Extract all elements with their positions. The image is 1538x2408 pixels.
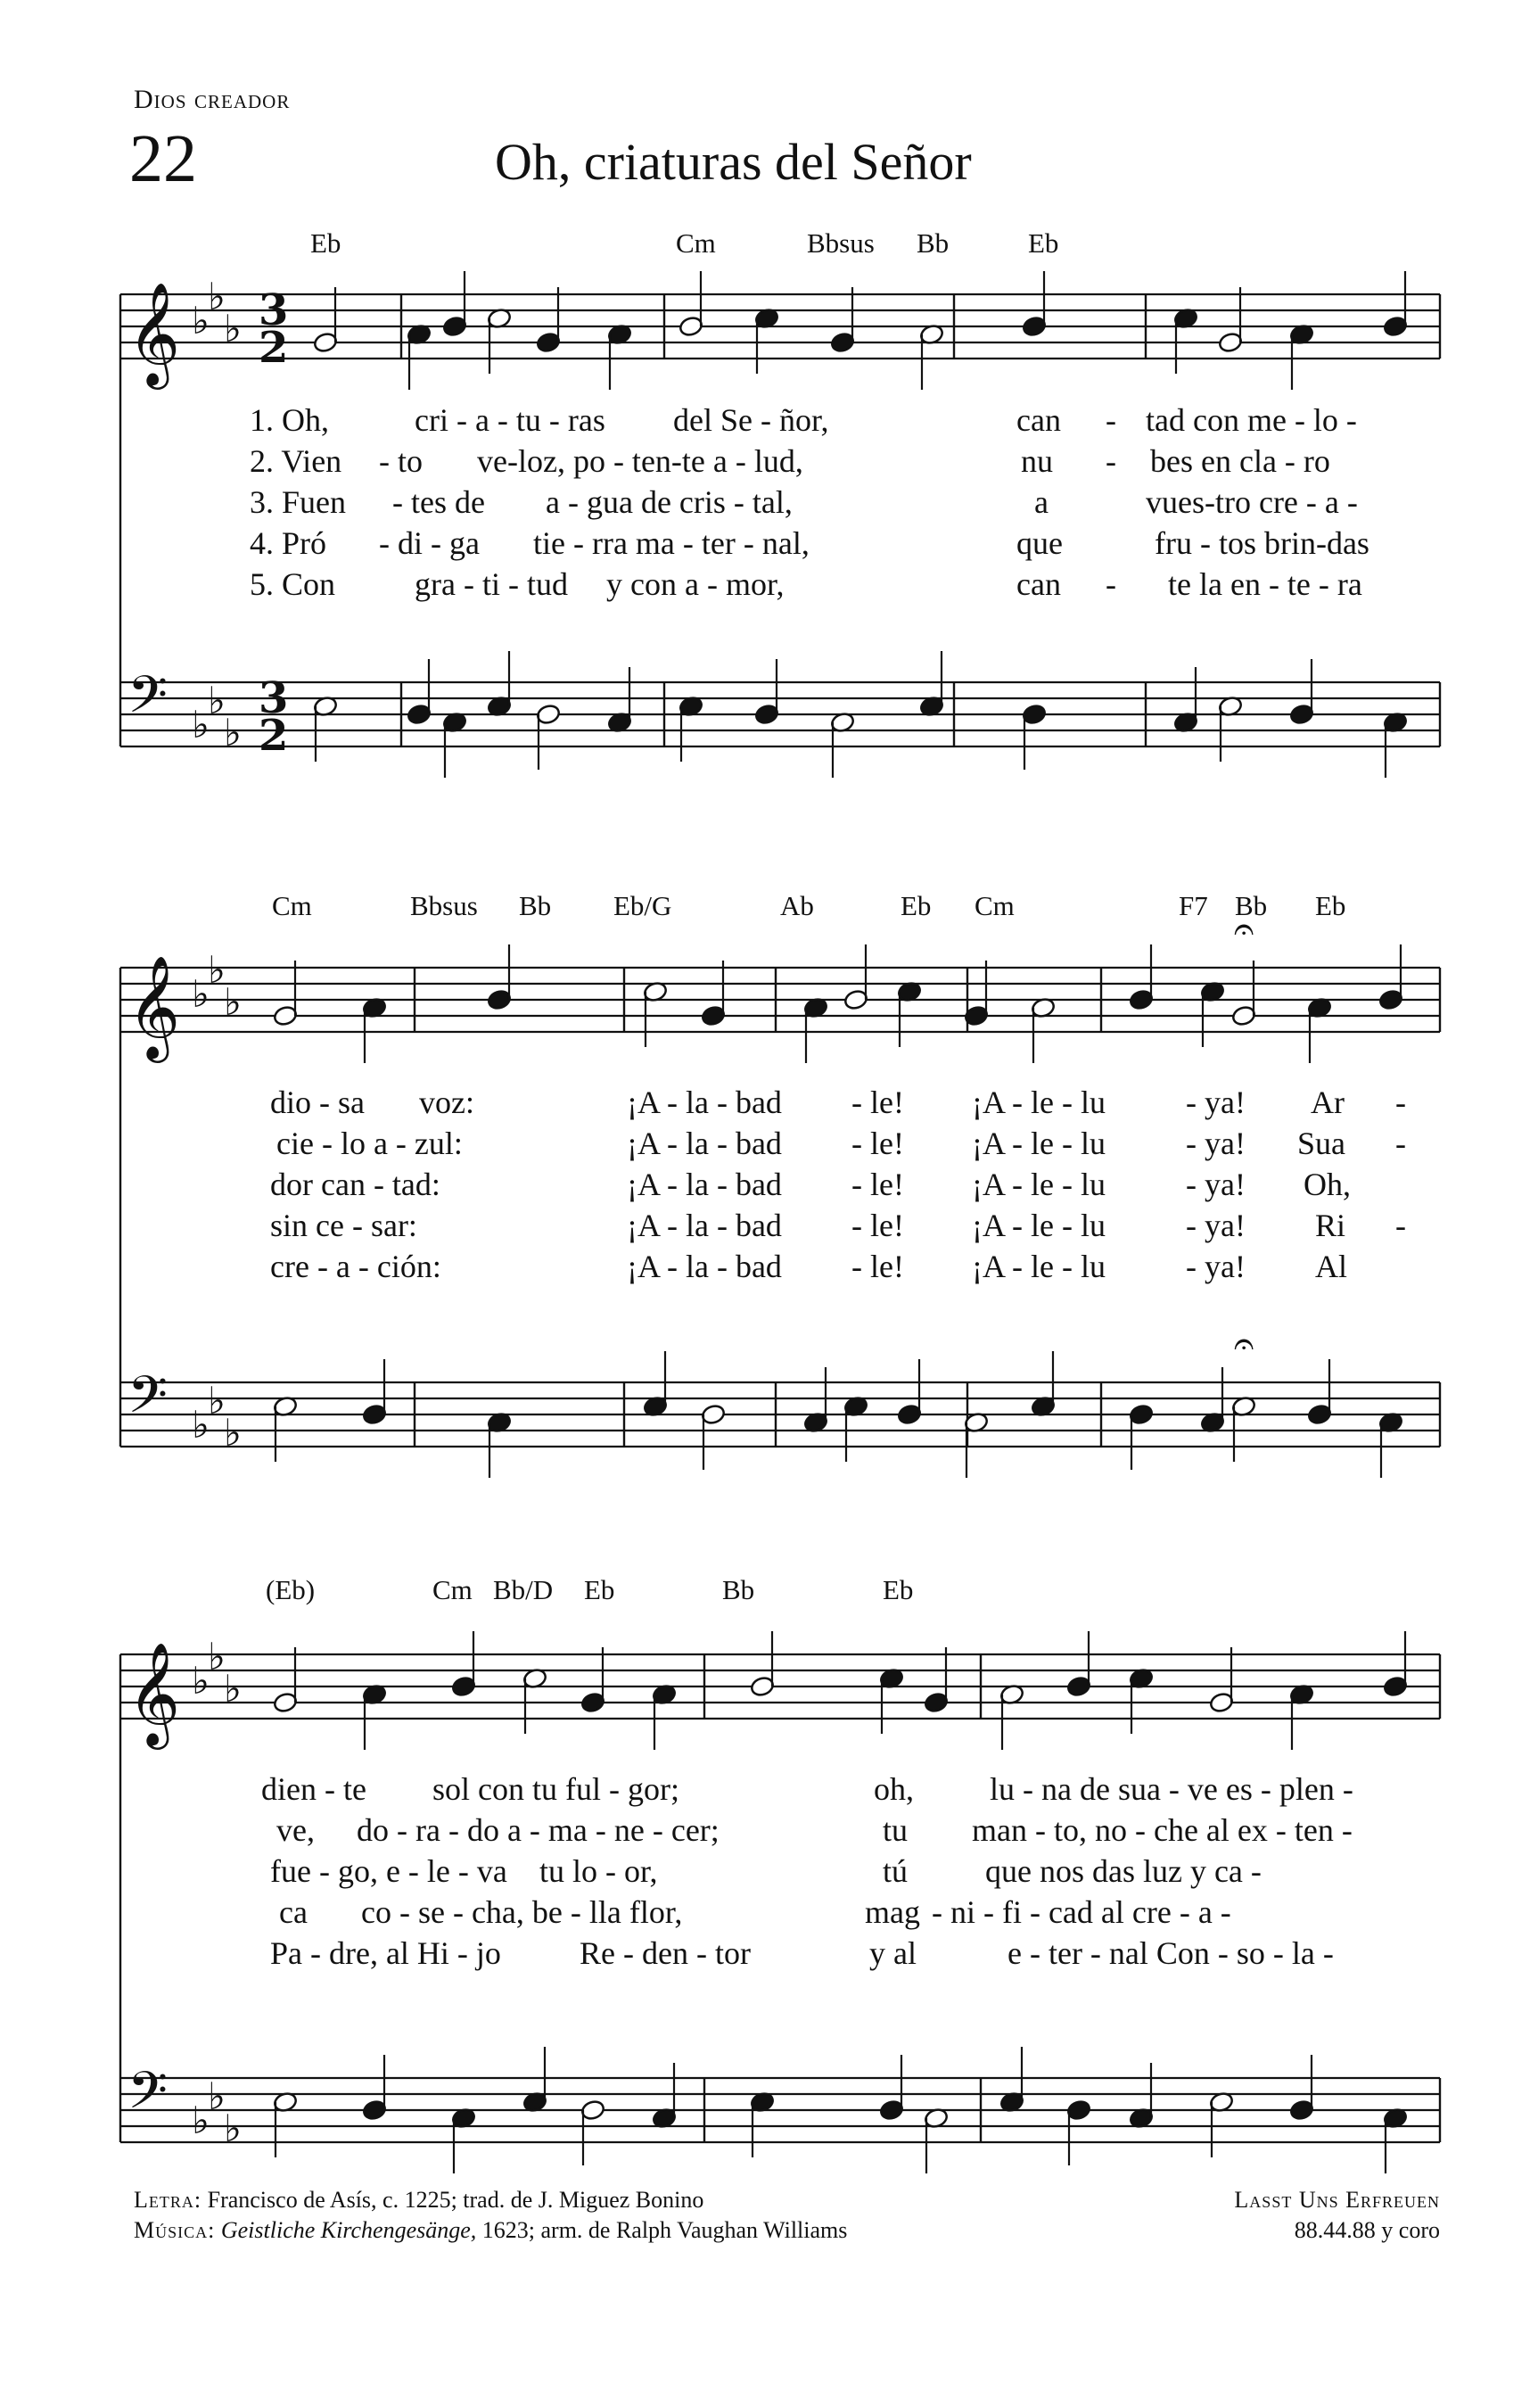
lyric-fragment: 2. Vien: [250, 443, 342, 479]
chord-symbol: Bb: [722, 1574, 755, 1605]
chord-symbol: Cm: [975, 890, 1015, 921]
lyric-fragment: a - gua de cris - tal,: [546, 484, 793, 520]
lyric-fragment: - di - ga: [379, 525, 480, 561]
lyric-fragment: - le!: [851, 1126, 904, 1161]
lyric-fragment: gra - ti - tud: [415, 566, 568, 602]
lyric-fragment: - ya!: [1186, 1084, 1246, 1120]
lyric-fragment: - le!: [851, 1084, 904, 1120]
lyric-fragment: e - ter - nal Con - so - la -: [1008, 1935, 1334, 1971]
chord-symbol: Eb: [901, 890, 932, 921]
fermata-icon: 𝄐: [1234, 909, 1254, 950]
music-credit-value: 1623; arm. de Ralph Vaughan Williams: [481, 2217, 848, 2243]
lyric-fragment: Al: [1315, 1249, 1347, 1284]
treble-clef-icon: 𝄞: [127, 281, 181, 385]
lyric-fragment: nu: [1021, 443, 1053, 479]
lyric-fragment: - le!: [851, 1167, 904, 1202]
text-credit-value: Francisco de Asís, c. 1225; trad. de J. Miguez Bonino: [207, 2187, 704, 2213]
lyric-fragment: - ya!: [1186, 1167, 1246, 1202]
chord-symbol: Eb: [310, 227, 341, 259]
tune-name: Lasst Uns Erfreuen: [1234, 2187, 1440, 2213]
flat-icon: ♭: [224, 2107, 242, 2150]
bass-clef-icon: 𝄢: [127, 2060, 169, 2133]
lyric-fragment: oh,: [874, 1771, 914, 1807]
flat-icon: ♭: [208, 275, 226, 318]
music-credit: [134, 2215, 847, 2246]
flat-icon: ♭: [192, 299, 210, 342]
lyric-fragment: do - ra - do a - ma - ne - cer;: [357, 1812, 720, 1848]
hymn-title: Oh, criaturas del Señor: [495, 133, 972, 191]
lyric-fragment: fue - go, e - le - va: [270, 1853, 507, 1889]
lyric-fragment: fru - tos brin-das: [1155, 525, 1369, 561]
lyric-fragment: 3. Fuen: [250, 484, 346, 520]
lyric-fragment: Ri: [1315, 1208, 1346, 1243]
chord-symbol: Bbsus: [807, 227, 875, 259]
lyric-fragment: 5. Con: [250, 566, 336, 602]
chord-symbol: Eb: [1315, 890, 1346, 921]
time-signature-numerator: 3: [259, 285, 289, 335]
lyric-fragment: dio - sa: [270, 1084, 365, 1120]
lyric-fragment: -: [1395, 1084, 1406, 1120]
lyric-fragment: ve-loz, po - ten-te a - lud,: [477, 443, 803, 479]
music-credit-source: Geistliche Kirchengesänge,: [220, 2217, 477, 2243]
lyric-fragment: -: [1106, 566, 1116, 602]
lyric-fragment: que: [1016, 525, 1063, 561]
chord-symbol: Bb: [519, 890, 552, 921]
lyric-fragment: tu: [883, 1812, 909, 1848]
flat-icon: ♭: [208, 2074, 226, 2118]
flat-icon: ♭: [192, 1403, 210, 1447]
lyric-fragment: Pa - dre, al Hi - jo: [270, 1935, 501, 1971]
lyric-fragment: tad con me - lo -: [1146, 402, 1357, 438]
lyric-fragment: - ya!: [1186, 1126, 1246, 1161]
chord-symbol: F7: [1179, 890, 1208, 921]
lyric-fragment: ¡A - la - bad: [627, 1167, 782, 1202]
lyric-fragment: -: [1395, 1126, 1406, 1161]
time-signature-denominator: 2: [259, 323, 289, 373]
lyric-fragment: - ya!: [1186, 1249, 1246, 1284]
lyric-fragment: - le!: [851, 1249, 904, 1284]
lyric-fragment: dor can - tad:: [270, 1167, 440, 1202]
chord-symbol: Cm: [432, 1574, 473, 1605]
lyric-fragment: - ya!: [1186, 1208, 1246, 1243]
meter: 88.44.88 y coro: [1294, 2217, 1440, 2243]
flat-icon: ♭: [192, 703, 210, 746]
flat-icon: ♭: [192, 2099, 210, 2142]
flat-icon: ♭: [224, 1667, 242, 1711]
chord-symbol: (Eb): [266, 1574, 316, 1605]
treble-clef-icon: 𝄞: [127, 954, 181, 1059]
chord-symbol: Eb: [584, 1574, 615, 1605]
treble-clef-icon: 𝄞: [127, 1641, 181, 1745]
flat-icon: ♭: [224, 1411, 242, 1455]
lyric-fragment: te la en - te - ra: [1168, 566, 1362, 602]
lyric-fragment: ¡A - la - bad: [627, 1084, 782, 1120]
lyric-fragment: que nos das luz y ca -: [985, 1853, 1262, 1889]
lyric-fragment: Oh,: [1304, 1167, 1351, 1202]
lyric-fragment: co - se - cha, be - lla flor,: [361, 1894, 683, 1930]
credits: [134, 2185, 847, 2246]
text-credit: [134, 2185, 847, 2215]
flat-icon: ♭: [224, 980, 242, 1024]
lyric-fragment: del Se - ñor,: [673, 402, 829, 438]
time-signature-numerator: 3: [259, 673, 289, 723]
chord-symbol: Eb: [1028, 227, 1059, 259]
lyric-fragment: cie - lo a - zul:: [276, 1126, 463, 1161]
lyric-fragment: ¡A - la - bad: [627, 1208, 782, 1243]
lyric-fragment: y con a - mor,: [606, 566, 785, 602]
lyric-fragment: ca: [279, 1894, 308, 1930]
fermata-icon: 𝄐: [1234, 1324, 1254, 1365]
lyric-fragment: ¡A - le - lu: [972, 1126, 1106, 1161]
lyric-fragment: bes en cla - ro: [1150, 443, 1330, 479]
lyric-fragment: a: [1034, 484, 1049, 520]
lyric-fragment: ¡A - la - bad: [627, 1249, 782, 1284]
lyric-fragment: sin ce - sar:: [270, 1208, 417, 1243]
text-credit-label: Letra:: [134, 2187, 202, 2213]
lyric-fragment: tú: [883, 1853, 909, 1889]
flat-icon: ♭: [208, 679, 226, 722]
chord-symbol: Ab: [780, 890, 814, 921]
bass-clef-icon: 𝄢: [127, 664, 169, 738]
lyric-fragment: ¡A - la - bad: [627, 1126, 782, 1161]
music-credit-label: Música:: [134, 2217, 216, 2243]
lyric-fragment: Sua: [1297, 1126, 1345, 1161]
flat-icon: ♭: [208, 948, 226, 992]
lyric-fragment: tu lo - or,: [539, 1853, 658, 1889]
lyric-fragment: lu - na de sua - ve es - plen -: [990, 1771, 1353, 1807]
lyric-fragment: - le!: [851, 1208, 904, 1243]
flat-icon: ♭: [192, 1659, 210, 1703]
chord-symbol: Bb/D: [493, 1574, 554, 1605]
lyric-fragment: can: [1016, 566, 1061, 602]
lyric-fragment: -: [1106, 402, 1116, 438]
lyric-fragment: 4. Pró: [250, 525, 327, 561]
lyric-fragment: ¡A - le - lu: [972, 1249, 1106, 1284]
lyric-fragment: - ni - fi - cad al cre - a -: [932, 1894, 1231, 1930]
lyric-fragment: -: [1106, 443, 1116, 479]
chord-symbol: Bbsus: [410, 890, 478, 921]
lyric-fragment: -: [1395, 1208, 1406, 1243]
lyric-fragment: y al: [869, 1935, 917, 1971]
lyric-fragment: Ar: [1311, 1084, 1345, 1120]
chord-symbol: Bb: [917, 227, 950, 259]
flat-icon: ♭: [192, 972, 210, 1016]
flat-icon: ♭: [208, 1635, 226, 1678]
lyric-fragment: cri - a - tu - ras: [415, 402, 605, 438]
lyric-fragment: - to: [379, 443, 423, 479]
lyric-fragment: ¡A - le - lu: [972, 1167, 1106, 1202]
lyric-fragment: vues-tro cre - a -: [1146, 484, 1358, 520]
flat-icon: ♭: [208, 1379, 226, 1423]
time-signature-denominator: 2: [259, 711, 289, 761]
lyric-fragment: dien - te: [261, 1771, 366, 1807]
chord-symbol: Cm: [272, 890, 312, 921]
lyric-fragment: ve,: [276, 1812, 315, 1848]
section-heading: Dios creador: [134, 85, 291, 114]
hymn-number: 22: [129, 121, 197, 196]
lyric-fragment: tie - rra ma - ter - nal,: [533, 525, 810, 561]
chord-symbol: Bb: [1235, 890, 1268, 921]
lyric-fragment: mag: [865, 1894, 920, 1930]
lyric-fragment: ¡A - le - lu: [972, 1208, 1106, 1243]
lyric-fragment: - tes de: [392, 484, 485, 520]
flat-icon: ♭: [224, 307, 242, 350]
lyric-fragment: Re - den - tor: [580, 1935, 751, 1971]
chord-symbol: Eb/G: [613, 890, 672, 921]
flat-icon: ♭: [224, 711, 242, 755]
tune-info: [1234, 2185, 1440, 2246]
bass-clef-icon: 𝄢: [127, 1365, 169, 1438]
lyric-fragment: voz:: [419, 1084, 474, 1120]
lyric-fragment: 1. Oh,: [250, 402, 329, 438]
lyric-fragment: man - to, no - che al ex - ten -: [972, 1812, 1353, 1848]
chord-symbol: Eb: [883, 1574, 914, 1605]
lyric-fragment: sol con tu ful - gor;: [432, 1771, 679, 1807]
chord-symbol: Cm: [676, 227, 716, 259]
lyric-fragment: cre - a - ción:: [270, 1249, 441, 1284]
lyric-fragment: ¡A - le - lu: [972, 1084, 1106, 1120]
lyric-fragment: can: [1016, 402, 1061, 438]
